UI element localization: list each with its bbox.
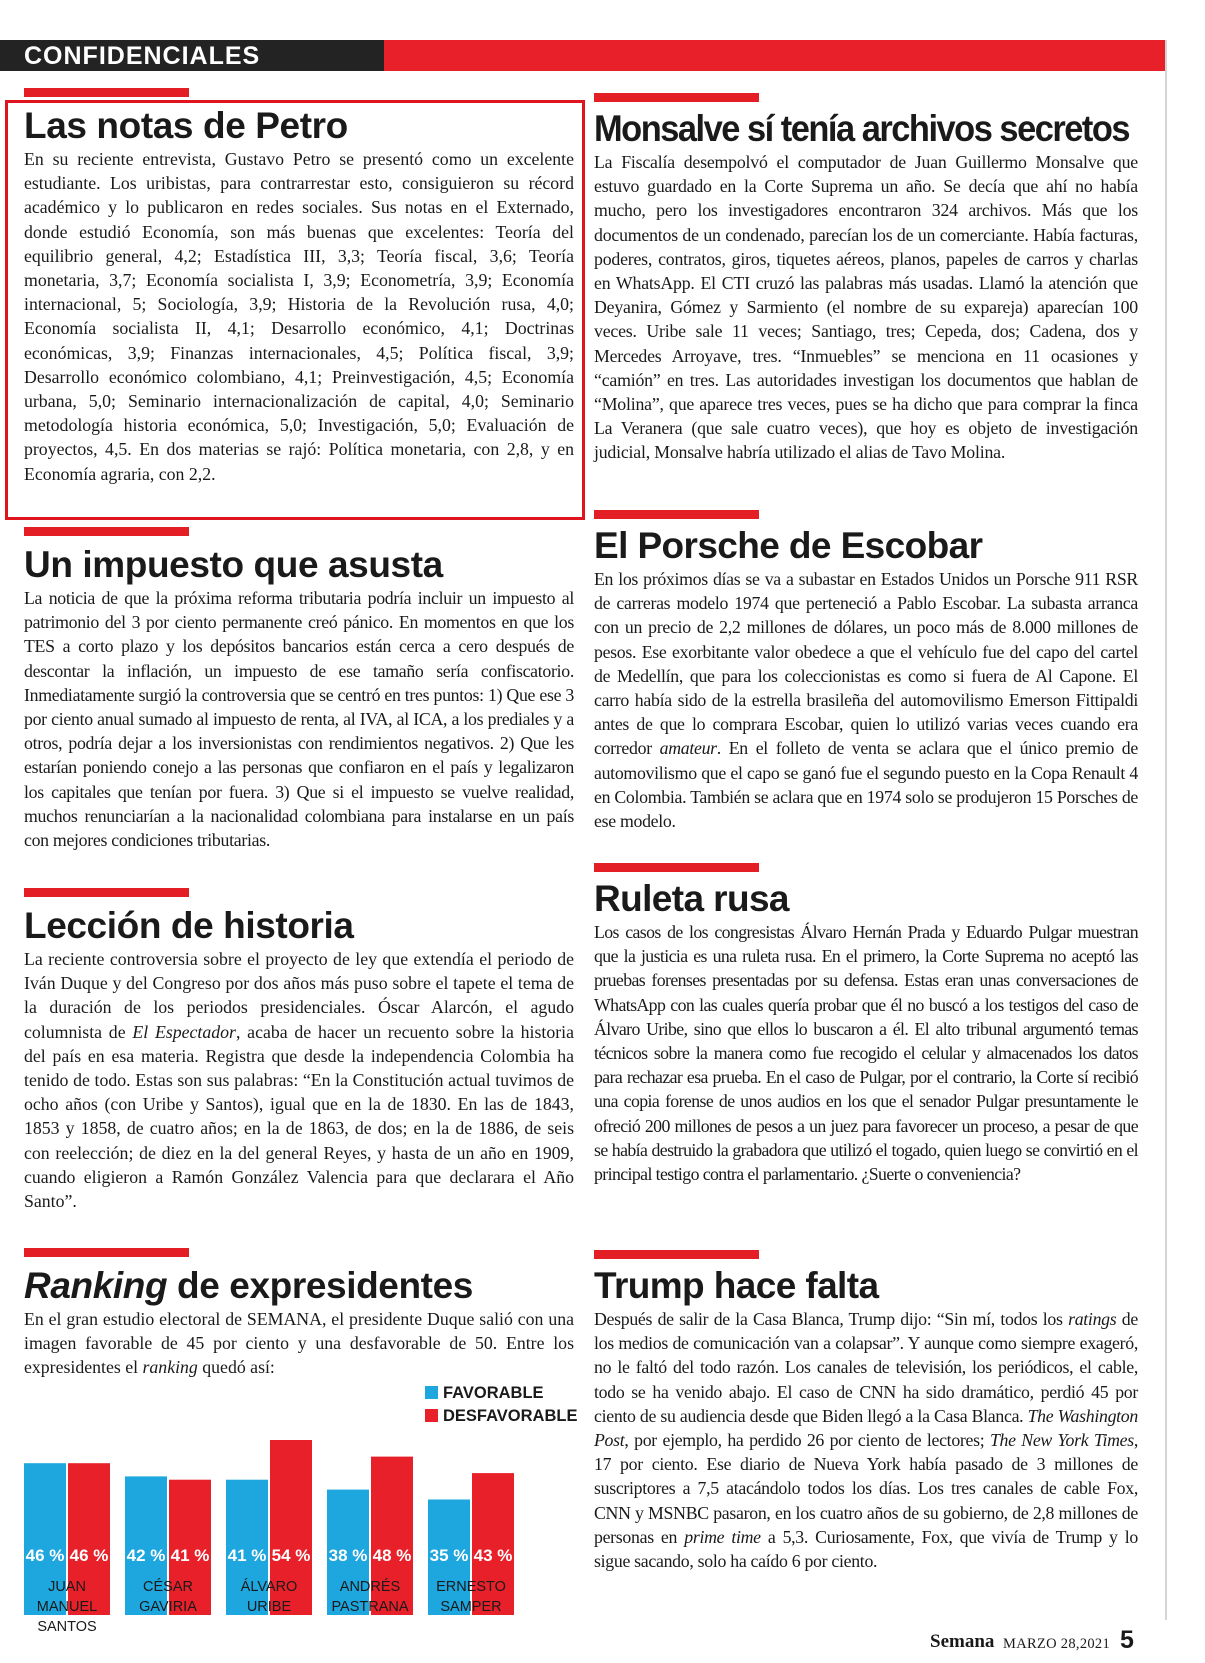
bar-value-label: 41 % bbox=[170, 1546, 210, 1565]
legend-favorable bbox=[425, 1383, 544, 1403]
article-monsalve bbox=[594, 93, 1138, 465]
category-label: ÁLVARO URIBE bbox=[240, 1579, 298, 1615]
ranking-chart bbox=[20, 1380, 580, 1635]
article-title: Un impuesto que asusta bbox=[24, 544, 443, 585]
article-title: Las notas de Petro bbox=[24, 105, 348, 146]
article-body bbox=[24, 1307, 574, 1380]
bar-value-label: 46 % bbox=[25, 1546, 65, 1565]
section-bar bbox=[24, 1248, 189, 1257]
article-porsche bbox=[594, 510, 1138, 833]
article-title: Ruleta rusa bbox=[594, 878, 789, 919]
footer-date: MARZO 28,2021 bbox=[1003, 1636, 1111, 1652]
body-text: a 5,3. Curiosamente, Fox, que vivía de Trump y lo sigue sacando, solo ha caído 6 por ciento. bbox=[594, 1526, 1138, 1572]
footer-publication: Semana bbox=[930, 1631, 995, 1652]
category-label: CÉSAR GAVIRIA bbox=[139, 1579, 197, 1615]
body-text: de los medios de comunicación van a colapsar”. Y aunque como siempre exageró, no le faltó del todo razón. Los canales de televisión, los periódicos, el cable, todo se ha venido abajo. El caso de CNN ha sido dramático, perdió 45 por ciento de su audiencia desde que Biden llegó a la Casa Blanca. bbox=[594, 1309, 1138, 1426]
category-label: ERNESTO SAMPER bbox=[436, 1579, 506, 1615]
bar-value-label: 38 % bbox=[328, 1546, 368, 1565]
title-italic: Ranking bbox=[24, 1265, 168, 1306]
section-bar bbox=[594, 93, 759, 102]
bar-value-label: 46 % bbox=[69, 1546, 109, 1565]
body-italic: ranking bbox=[142, 1357, 198, 1378]
article-body bbox=[594, 1307, 1138, 1573]
section-bar bbox=[594, 1250, 759, 1259]
legend-swatch-desfavorable bbox=[425, 1409, 438, 1422]
body-italic: prime time bbox=[684, 1526, 761, 1547]
section-bar bbox=[24, 527, 189, 536]
category-label: JUAN MANUEL SANTOS bbox=[36, 1579, 98, 1635]
category-label: ANDRÉS PASTRANA bbox=[331, 1579, 409, 1615]
body-text: , acaba de hacer un recuento sobre la historia del país en esa materia. Registra que desde la independencia Colombia ha tenido de todo. Estas son sus palabras: “En la Constitución actual tuvimos de ocho años (con Uribe y Santos), igual que en la de 1830. En las de 1843, 1853 y 1858, de cuatro años; en la de 1863, de dos; en la de 1886, de seis con reelección; de diez en la del general Reyes, y hasta de un año en 1909, cuando eligieron a Ramón González Valencia para que declarara el Año Santo”. bbox=[24, 1021, 575, 1212]
article-title: Monsalve sí tenía archivos secretos bbox=[594, 108, 1130, 149]
article-title: Trump hace falta bbox=[594, 1265, 879, 1306]
legend-desfavorable bbox=[425, 1406, 577, 1426]
section-bar bbox=[594, 863, 759, 872]
legend-label: FAVORABLE bbox=[443, 1384, 544, 1402]
article-title bbox=[24, 1265, 574, 1307]
article-body bbox=[24, 947, 574, 1213]
article-petro bbox=[24, 88, 574, 486]
bar-value-label: 35 % bbox=[429, 1546, 469, 1565]
body-italic: The Washington Post bbox=[594, 1405, 1138, 1451]
body-text: La reciente controversia sobre el proyecto de ley que extendía el periodo de Iván Duque y del Congreso por dos años más puso sobre el tapete el tema de la duración de los periodos presidenciales. Óscar Alarcón, el agudo columnista de bbox=[24, 949, 574, 1042]
article-body: En su reciente entrevista, Gustavo Petro se presentó como un excelente estudiante. Los uribistas, para contrarrestar esto, consiguieron su récord académico y lo publicaron en redes sociales. Sus notas en el Externado, donde estudió Economía, son más buenas que excelentes: Teoría del equilibrio general, 4,2; Estadística III, 3,3; Teoría fiscal, 3,6; Teoría monetaria, 3,7; Economía socialista I, 3,9; Econometría, 3,9; Economía internacional, 5; Sociología, 3,9; Historia de la Revolución rusa, 4,0; Economía socialista II, 4,1; Desarrollo económico, 4,1; Doctrinas económicas, 3,9; Finanzas internacionales, 4,5; Política fiscal, 3,9; Desarrollo económico colombiano, 4,1; Preinvestigación, 4,5; Economía urbana, 5,0; Seminario internacionalización de capital, 4,0; Seminario metodología historia económica, 5,0; Investigación, 5,0; Evaluación de proyectos, 4,5. En dos materias se rajó: Política monetaria, con 2,8, y en Economía agraria, con 2,2. bbox=[24, 149, 574, 484]
article-body: Los casos de los congresistas Álvaro Hernán Prada y Eduardo Pulgar muestran que la justicia es una ruleta rusa. En el primero, la Corte Suprema no aceptó las pruebas forenses presentadas por su defensa. Estas eran unas conversaciones de WhatsApp con las cuales quería probar que él no buscó a los testigos del caso de Álvaro Uribe, sino que ellos lo buscaron a él. El alto tribunal argumentó temas técnicos sobre la manera como fue recogido el celular y almacenados los datos para rechazar esa prueba. En el caso de Pulgar, por el contrario, la Corte sí recibió una copia forense de unos audios en los que el senador Pulgar presuntamente le ofreció 200 millones de pesos a un juez para favorecer un proceso, a pesar de que se había destruido la grabadora que utilizó el togado, quien luego se convirtió en el principal testigo contra el parlamentario. ¿Suerte o conveniencia? bbox=[594, 922, 1138, 1185]
body-italic: ratings bbox=[1068, 1309, 1117, 1329]
section-band-red bbox=[384, 40, 1165, 71]
body-text: En el gran estudio electoral de SEMANA, el presidente Duque salió con una imagen favorable de 45 por ciento y una desfavorable de 50. Entre los expresidentes el bbox=[24, 1309, 574, 1378]
body-text: , por ejemplo, ha perdido 26 por ciento de lectores; bbox=[624, 1430, 990, 1451]
body-italic: The New York Times bbox=[989, 1430, 1134, 1451]
article-body bbox=[594, 567, 1138, 833]
publication-name: El Espectador bbox=[132, 1021, 236, 1042]
body-text: . En el folleto de venta se aclara que el único premio de automovilismo que el capo se ganó fue el segundo puesto en la Copa Renault 4 en Colombia. También se aclara que en 1974 solo se produjeron 15 Porsches de ese modelo. bbox=[594, 738, 1138, 832]
article-trump bbox=[594, 1250, 1138, 1573]
page-edge-rule bbox=[1165, 40, 1167, 1620]
article-title: El Porsche de Escobar bbox=[594, 525, 983, 566]
bar-value-label: 42 % bbox=[126, 1546, 166, 1565]
article-title: Lección de historia bbox=[24, 905, 354, 946]
article-body: La noticia de que la próxima reforma tributaria podría incluir un impuesto al patrimonio del 3 por ciento permanente creó pánico. En momentos en que los TES a corto plazo y los depósitos bancarios están cerca a cero después de descontar la inflación, un impuesto de ese tamaño sería confiscatorio. Inmediatamente surgió la controversia que se centró en tres puntos: 1) Que ese 3 por ciento anual sumado al impuesto de renta, al IVA, al ICA, a los prediales y a otros, podría dejar a los inversionistas con rendimientos negativos. 2) Que les estarían poniendo conejo a las personas que confiaron en el país y legalizaron los capitales que tenían por fuera. 3) Que si el impuesto se vuelve realidad, muchos renunciarían a la nacionalidad colombiana para instalarse en un país con mejores condiciones tributarias. bbox=[24, 588, 574, 851]
body-text: , 17 por ciento. Ese diario de Nueva York había pasado de 3 millones de suscriptores a 7,5 atacándolo todos los días. Los tres canales de cable Fox, CNN y MSNBC pasaron, en los cuatro años de su gobierno, de 2,8 millones de personas en bbox=[594, 1430, 1138, 1547]
article-impuesto bbox=[24, 527, 574, 852]
bar-value-label: 54 % bbox=[271, 1546, 311, 1565]
section-bar bbox=[24, 88, 189, 97]
article-body: La Fiscalía desempolvó el computador de Juan Guillermo Monsalve que estuvo guardado en la Corte Suprema un año. Se decía que ahí no había mucho, pero los investigadores encontraron 324 archivos. Más que los documentos de un condenado, parecían los de un comerciante. Había facturas, poderes, contratos, giros, tiquetes aéreos, planos, papeles de carros y charlas en WhatsApp. El CTI cruzó las palabras más usadas. Llamó la atención que Deyanira, Gómez y Sarmiento (el nombre de su expareja) aparecían 100 veces. Uribe sale 11 veces; Santiago, tres; Cepeda, dos; Cadena, dos y Mercedes Arroyave, tres. “Inmuebles” se menciona en 11 ocasiones y “camión” en tres. Las autoridades investigan los documentos que hablan de “Molina”, que aparece tres veces, pues se ha dicho que para comprar la finca La Veranera (que sale cuatro veces), que hoy es objeto de investigación judicial, Monsalve habría utilizado el alias de Tavo Molina. bbox=[594, 152, 1138, 463]
body-text: En los próximos días se va a subastar en Estados Unidos un Porsche 911 RSR de carreras modelo 1974 que perteneció a Pablo Escobar. La subasta arranca con un precio de 2,2 millones de dólares, un poco más de 8.000 millones de pesos. Ese exorbitante valor obedece a que el vehículo fue del capo del cartel de Medellín, que para los coleccionistas es como si fuera de Al Capone. El carro había sido de la estrella brasileña del automovilismo Emerson Fittipaldi antes de que lo comprara Escobar, quien lo utilizó varias veces cuando era corredor bbox=[594, 569, 1138, 759]
body-italic: amateur bbox=[659, 738, 717, 759]
article-leccion bbox=[24, 888, 574, 1213]
bar-value-label: 43 % bbox=[473, 1546, 513, 1565]
body-text: Después de salir de la Casa Blanca, Trump dijo: “Sin mí, todos los bbox=[594, 1309, 1069, 1329]
footer-page-number: 5 bbox=[1120, 1626, 1134, 1654]
article-ranking bbox=[24, 1248, 574, 1380]
legend-label: DESFAVORABLE bbox=[443, 1407, 578, 1425]
legend-swatch-favorable bbox=[425, 1386, 438, 1399]
bar-value-label: 41 % bbox=[227, 1546, 267, 1565]
section-bar bbox=[594, 510, 759, 519]
body-text: quedó así: bbox=[197, 1357, 275, 1378]
bar-value-label: 48 % bbox=[372, 1546, 412, 1565]
section-label: CONFIDENCIALES bbox=[24, 42, 261, 70]
title-rest: de expresidentes bbox=[167, 1265, 473, 1306]
section-bar bbox=[24, 888, 189, 897]
article-ruleta bbox=[594, 863, 1138, 1186]
